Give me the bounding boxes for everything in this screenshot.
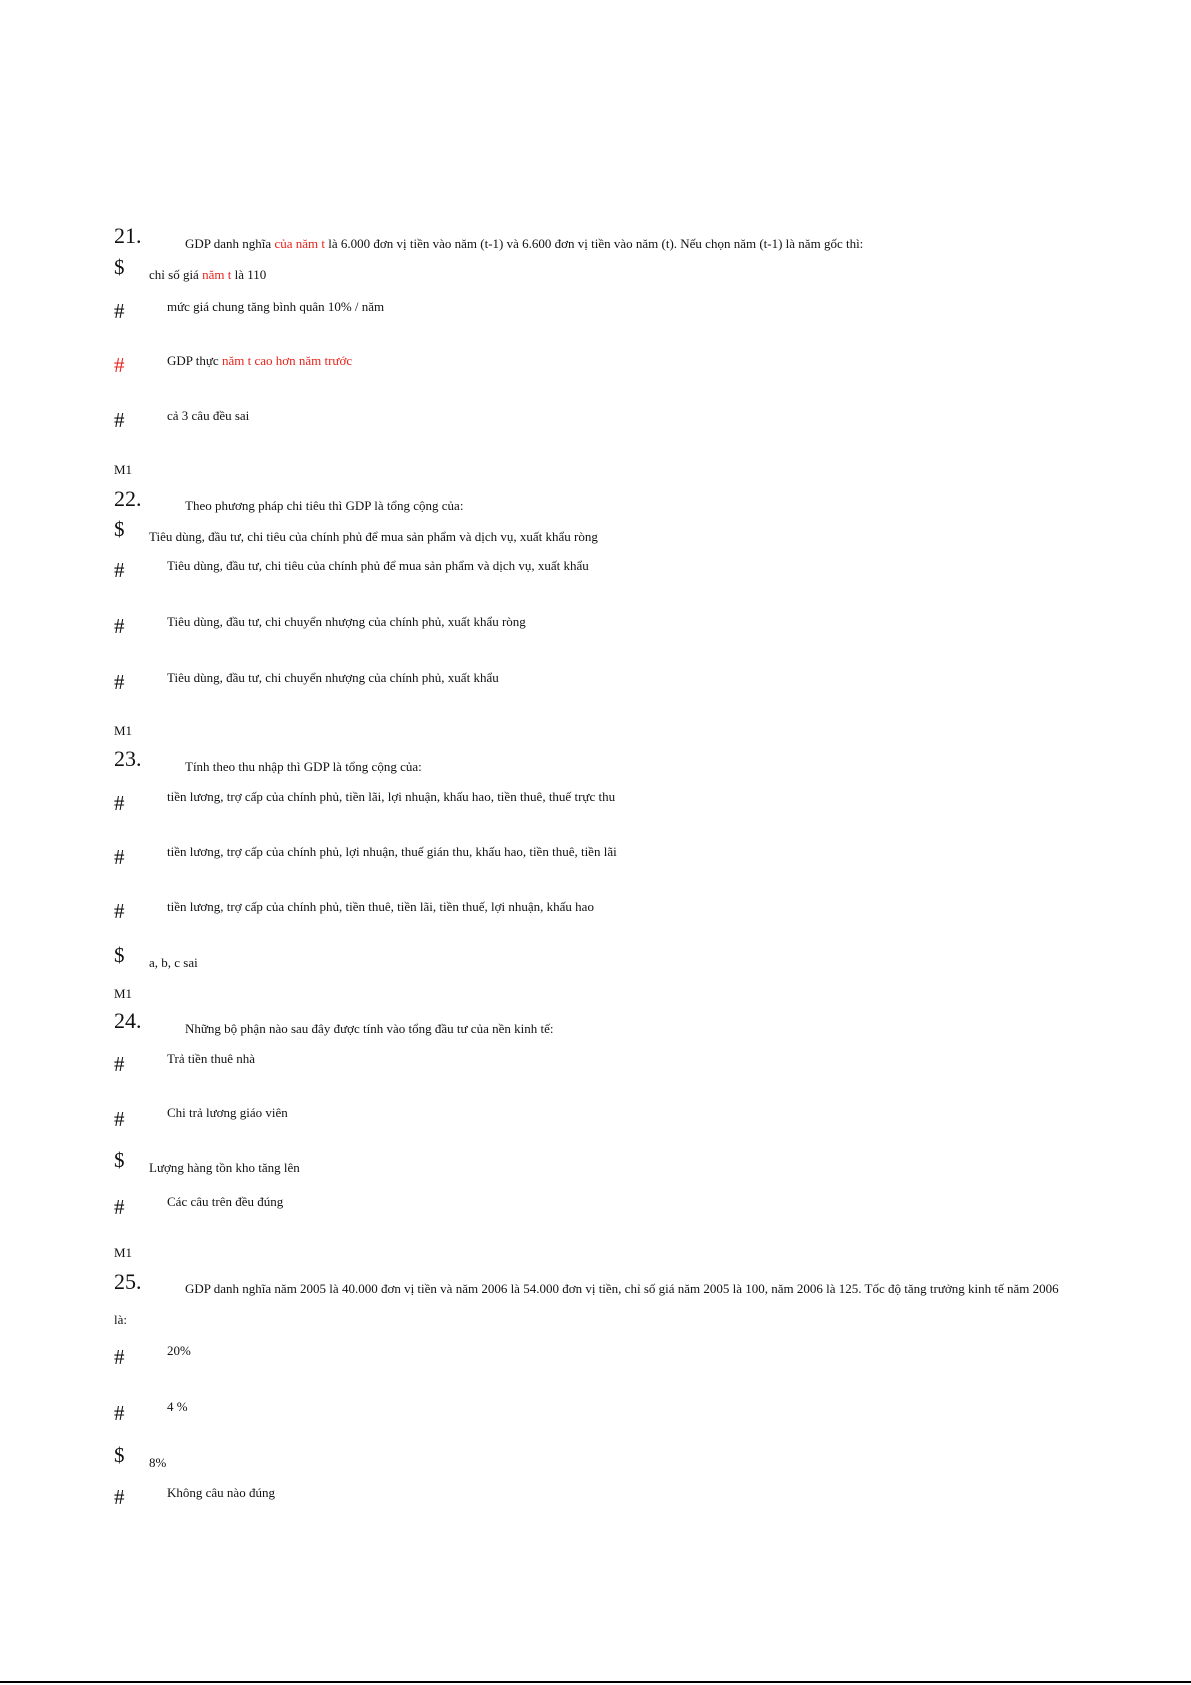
- question-number: 24.: [114, 1008, 142, 1033]
- answer-marker: #: [114, 1401, 125, 1425]
- question-text: [185, 1021, 553, 1037]
- text-run: Theo phương pháp chi tiêu thì GDP là tổng cộng của:: [185, 498, 464, 513]
- correct-answer-marker: $: [114, 255, 125, 279]
- answer-marker: #: [114, 299, 125, 323]
- text-run: cả 3 câu đều sai: [167, 408, 250, 423]
- text-run: a, b, c sai: [149, 955, 198, 970]
- answer-option: [167, 1343, 191, 1359]
- text-run: chỉ số giá: [149, 267, 203, 282]
- question-text: [185, 1281, 1059, 1297]
- answer-marker: #: [114, 353, 125, 377]
- answer-option: [167, 408, 249, 424]
- text-run: tiền lương, trợ cấp của chính phủ, tiền lãi, lợi nhuận, khấu hao, tiền thuê, thuế trực thu: [167, 789, 616, 804]
- answer-marker: #: [114, 1107, 125, 1131]
- question-number: 25.: [114, 1269, 142, 1294]
- answer-marker: #: [114, 791, 125, 815]
- correct-answer-option: [149, 955, 198, 971]
- text-run: GDP danh nghĩa: [185, 236, 275, 251]
- answer-option: [167, 844, 617, 860]
- text-run: 20%: [167, 1343, 191, 1358]
- highlighted-text: năm t: [202, 267, 232, 282]
- highlighted-text: năm t cao hơn năm trước: [221, 353, 353, 368]
- text-run: là 110: [231, 267, 267, 282]
- answer-option: [167, 614, 526, 630]
- text-run: Tính theo thu nhập thì GDP là tổng cộng của:: [185, 759, 422, 774]
- question-number: 22.: [114, 486, 142, 511]
- answer-marker: #: [114, 558, 125, 582]
- text-run: 4 %: [167, 1399, 188, 1414]
- text-run: tiền lương, trợ cấp của chính phủ, tiền thuê, tiền lãi, tiền thuế, lợi nhuận, khấu hao: [167, 899, 594, 914]
- text-run: Lượng hàng tồn kho tăng lên: [149, 1160, 300, 1175]
- answer-marker: #: [114, 1485, 125, 1509]
- correct-answer-marker: $: [114, 1148, 125, 1172]
- correct-answer-option: [149, 267, 266, 283]
- text-run: tiền lương, trợ cấp của chính phủ, lợi nhuận, thuế gián thu, khấu hao, tiền thuê, tiền lãi: [167, 844, 617, 859]
- text-run: 8%: [149, 1455, 167, 1470]
- question-number: 21.: [114, 223, 142, 248]
- text-run: Trả tiền thuê nhà: [167, 1051, 255, 1066]
- text-run: Tiêu dùng, đầu tư, chi chuyển nhượng của chính phủ, xuất khẩu ròng: [167, 614, 526, 629]
- answer-marker: #: [114, 1345, 125, 1369]
- answer-option: [167, 1105, 288, 1121]
- answer-option: [167, 1399, 188, 1415]
- answer-option: [167, 1485, 275, 1501]
- text-run: là 6.000 đơn vị tiền vào năm (t-1) và 6.600 đơn vị tiền vào năm (t). Nếu chọn năm (t-1) là năm gốc thì:: [324, 236, 864, 251]
- correct-answer-marker: $: [114, 1443, 125, 1467]
- answer-option: [167, 1194, 283, 1210]
- correct-answer-option: [149, 1455, 166, 1471]
- question-text: [185, 759, 422, 775]
- answer-option: [167, 558, 589, 574]
- answer-marker: #: [114, 845, 125, 869]
- text-run: Những bộ phận nào sau đây được tính vào tổng đầu tư của nền kinh tế:: [185, 1021, 554, 1036]
- text-run: mức giá chung tăng bình quân 10% / năm: [167, 299, 385, 314]
- difficulty-level: M1: [114, 1245, 133, 1260]
- answer-option: [167, 353, 352, 369]
- text-run: Không câu nào đúng: [167, 1485, 275, 1500]
- question-number: 23.: [114, 746, 142, 771]
- answer-option: [167, 1051, 255, 1067]
- answer-marker: #: [114, 408, 125, 432]
- answer-marker: #: [114, 1052, 125, 1076]
- text-run: Tiêu dùng, đầu tư, chi tiêu của chính phủ để mua sản phẩm và dịch vụ, xuất khẩu: [167, 558, 589, 573]
- page-bottom-rule: [0, 1681, 1191, 1683]
- correct-answer-marker: $: [114, 517, 125, 541]
- answer-option: [167, 670, 499, 686]
- text-run: GDP danh nghĩa năm 2005 là 40.000 đơn vị tiền và năm 2006 là 54.000 đơn vị tiền, chỉ số giá năm 2005 là 100, năm 2006 là 125. Tốc độ tăng trưởng kinh tế năm 2006: [185, 1281, 1059, 1296]
- answer-option: [167, 299, 384, 315]
- text-run: Chi trả lương giáo viên: [167, 1105, 288, 1120]
- highlighted-text: của năm t: [274, 236, 325, 251]
- difficulty-level: M1: [114, 986, 133, 1001]
- question-text: [185, 498, 463, 514]
- question-text: [185, 236, 863, 252]
- question-text-continued: là:: [114, 1312, 127, 1327]
- text-run: Tiêu dùng, đầu tư, chi chuyển nhượng của chính phủ, xuất khẩu: [167, 670, 499, 685]
- answer-marker: #: [114, 1195, 125, 1219]
- text-run: Các câu trên đều đúng: [167, 1194, 284, 1209]
- difficulty-level: M1: [114, 723, 133, 738]
- answer-option: [167, 789, 615, 805]
- correct-answer-option: [149, 529, 598, 545]
- text-run: Tiêu dùng, đầu tư, chi tiêu của chính phủ để mua sản phẩm và dịch vụ, xuất khẩu ròng: [149, 529, 598, 544]
- answer-marker: #: [114, 899, 125, 923]
- correct-answer-option: [149, 1160, 300, 1176]
- answer-option: [167, 899, 594, 915]
- answer-marker: #: [114, 670, 125, 694]
- answer-marker: #: [114, 614, 125, 638]
- correct-answer-marker: $: [114, 943, 125, 967]
- text-run: GDP thực: [167, 353, 222, 368]
- difficulty-level: M1: [114, 462, 133, 477]
